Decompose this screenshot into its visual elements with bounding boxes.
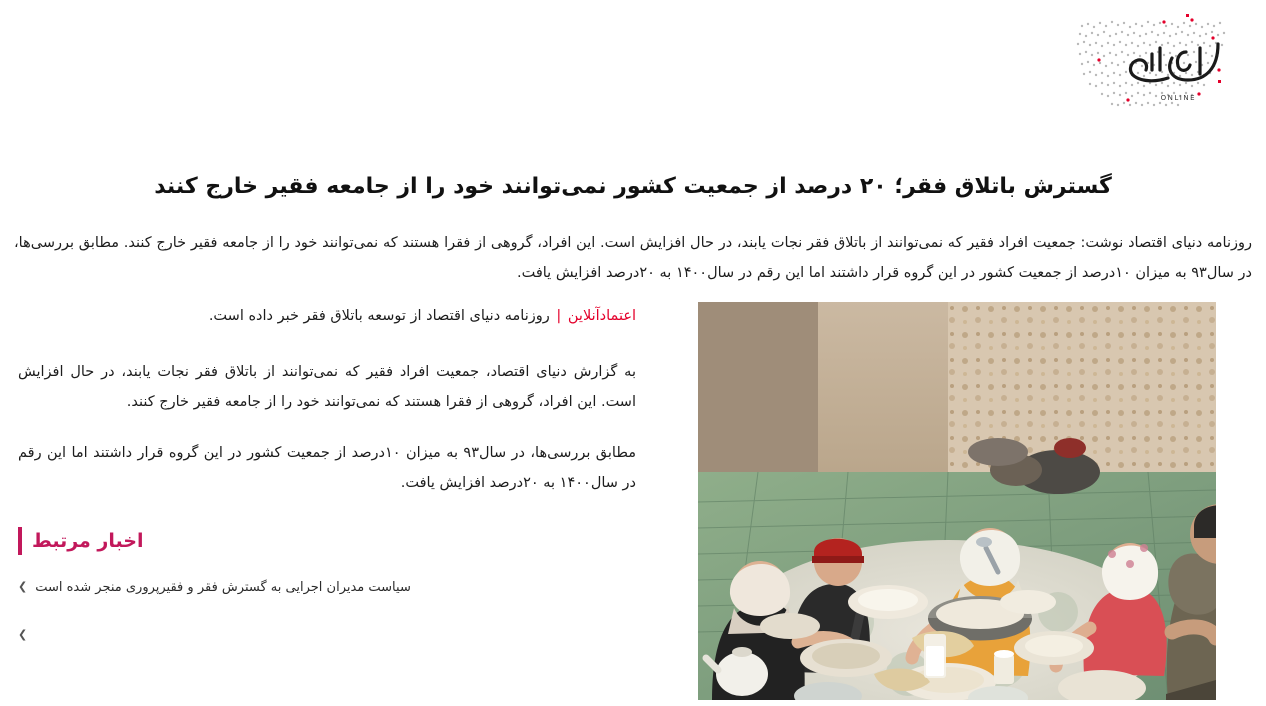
- article-paragraph-1: به گزارش دنیای اقتصاد، جمعیت افراد فقیر که نمی‌توانند از باتلاق فقر نجات یابند، در حال افزایش است. این افراد، گروهی از فقرا هستند که نمی‌توانند خود را از جامعه فقیر خارج کنند.: [18, 363, 636, 410]
- list-item[interactable]: [18, 577, 636, 599]
- related-news-title: اخبار مرتبط: [32, 529, 144, 552]
- site-header: [0, 0, 1266, 130]
- article-lead: روزنامه دنیای اقتصاد نوشت: جمعیت افراد فقیر که نمی‌توانند از باتلاق فقر نجات یابند، در حال افزایش است. این افراد، گروهی از فقرا هستند که نمی‌توانند خود را از جامعه فقیر خارج کنند. مطابق بررسی‌ها، در سال‏۹۳ به میزان ۱۰درصد از جمعیت کشور در این گروه قرار داشتند اما این رقم در سال‏۱۴۰۰ به ۲۰درصد افزایش یافت.: [14, 234, 1252, 281]
- article-paragraph-2: مطابق بررسی‌ها، در سال‏۹۳ به میزان ۱۰درصد از جمعیت کشور در این گروه قرار داشتند اما این رقم در سال‏۱۴۰۰ به ۲۰درصد افزایش یافت.: [18, 445, 636, 492]
- chevron-left-icon: ❯: [18, 579, 28, 593]
- source-sentence: روزنامه دنیای اقتصاد از توسعه باتلاق فقر خبر داده است.: [208, 308, 550, 325]
- related-news-header: [18, 527, 636, 555]
- etemad-online-logo-icon: [1068, 8, 1238, 118]
- source-separator: |: [556, 308, 562, 325]
- chevron-left-icon: ❯: [18, 627, 28, 641]
- logo-online-text: ONLINE: [1160, 94, 1196, 102]
- related-accent-bar: [18, 527, 22, 555]
- source-label[interactable]: اعتمادآنلاین: [567, 308, 636, 325]
- page-title: گسترش باتلاق فقر؛ ۲۰ درصد از جمعیت کشور نمی‌توانند خود را از جامعه فقیر خارج کنند: [154, 174, 1112, 199]
- article-source-line: [18, 302, 636, 332]
- related-news-link[interactable]: سیاست مدیران اجرایی به گسترش فقر و فقیرپروری منجر شده است: [35, 579, 411, 595]
- article-image-column: [636, 302, 1246, 700]
- article-body: [0, 302, 1266, 700]
- article-text-column: [0, 302, 636, 672]
- article-photo: [698, 302, 1216, 700]
- site-logo[interactable]: [1068, 8, 1238, 118]
- list-item[interactable]: [18, 625, 636, 646]
- related-news-list: [18, 577, 636, 646]
